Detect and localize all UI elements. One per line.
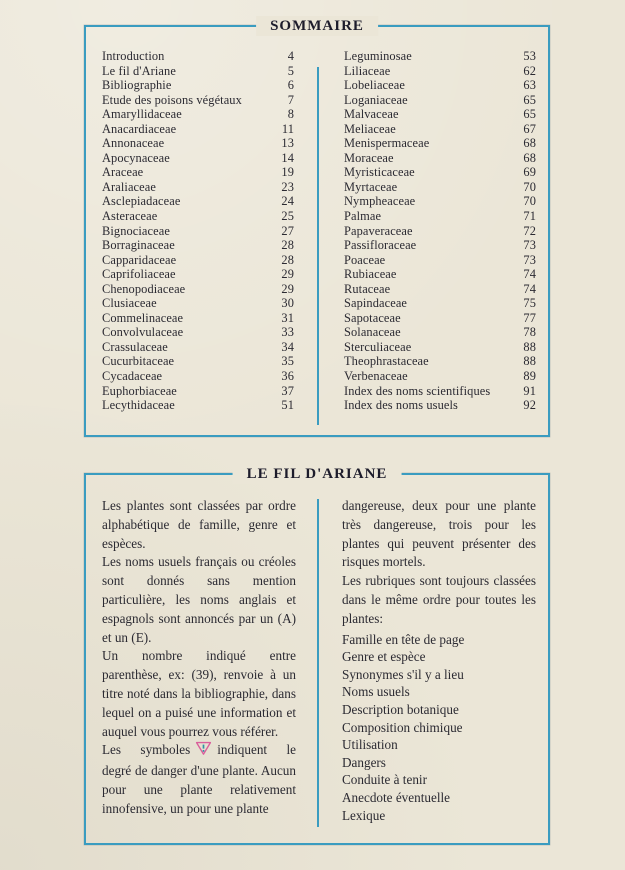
toc-entry-label: Etude des poisons végétaux — [102, 92, 242, 107]
toc-entry-label: Moraceae — [344, 150, 394, 165]
toc-entry-page: 33 — [281, 325, 294, 340]
toc-entry — [344, 340, 536, 355]
toc-entry-label: Verbenaceae — [344, 369, 408, 384]
toc-entry-label: Bignociaceae — [102, 223, 170, 238]
toc-entry-page: 71 — [523, 209, 536, 224]
toc-entry-label: Menispermaceae — [344, 136, 430, 151]
toc-entry-page: 36 — [281, 369, 294, 384]
toc-entry-label: Lecythidaceae — [102, 398, 175, 413]
toc-entry — [102, 238, 294, 253]
rubrique-item: Conduite à tenir — [342, 772, 427, 788]
toc-entry-page: 74 — [523, 281, 536, 296]
toc-entry — [344, 122, 536, 137]
toc-entry-page: 4 — [287, 49, 294, 63]
toc-entry — [102, 340, 294, 355]
toc-entry-label: Cucurbitaceae — [102, 354, 175, 369]
rubrique-item: Composition chimique — [342, 719, 463, 735]
paragraph-classement: Les plantes sont classées par ordre alphabétique de famille, genre et espèces. — [102, 498, 296, 551]
toc-entry-page: 53 — [523, 49, 536, 63]
toc-entry-page: 65 — [523, 107, 536, 122]
toc-entry-page: 73 — [523, 252, 536, 267]
paragraph-symboles — [102, 741, 296, 818]
fil-ariane-left-column — [102, 497, 318, 843]
toc-entry-label: Palmae — [344, 209, 382, 224]
toc-entry-page: 89 — [523, 369, 536, 384]
toc-entry-page: 75 — [523, 296, 536, 311]
toc-entry-label: Capparidaceae — [102, 252, 177, 267]
toc-entry-page: 19 — [281, 165, 294, 180]
toc-entry — [102, 209, 294, 224]
toc-entry — [102, 296, 294, 311]
toc-entry-page: 63 — [523, 78, 536, 93]
toc-entry-label: Theophrastaceae — [344, 354, 429, 369]
toc-entry-page: 24 — [281, 194, 294, 209]
toc-entry — [344, 354, 536, 369]
toc-entry-page: 92 — [523, 398, 536, 413]
rubrique-item: Description botanique — [342, 701, 459, 717]
rubrique-item: Famille en tête de page — [342, 631, 465, 647]
toc-entry-label: Convolvulaceae — [102, 325, 184, 340]
toc-entry-label: Loganiaceae — [344, 92, 408, 107]
toc-entry-label: Apocynaceae — [102, 150, 170, 165]
toc-entry — [344, 78, 536, 93]
toc-entry-page: 72 — [523, 223, 536, 238]
toc-entry — [102, 107, 294, 122]
toc-entry — [344, 165, 536, 180]
toc-entry — [102, 398, 294, 413]
toc-entry — [344, 209, 536, 224]
toc-entry-label: Asclepiadaceae — [102, 194, 181, 209]
fil-ariane-right-column — [318, 497, 538, 843]
toc-entry-page: 78 — [523, 325, 536, 340]
toc-entry-label: Clusiaceae — [102, 296, 157, 311]
paragraph-rubriques-intro: Les rubriques sont toujours classées dans le même ordre pour toutes les plantes: — [342, 573, 536, 626]
toc-entry — [102, 325, 294, 340]
column-divider — [317, 67, 319, 425]
toc-entry-label: Nympheaceae — [344, 194, 416, 209]
toc-entry-page: 62 — [523, 63, 536, 78]
toc-entry — [344, 136, 536, 151]
toc-entry-label: Sapindaceae — [344, 296, 408, 311]
toc-entry — [102, 194, 294, 209]
toc-entry-page: 67 — [523, 121, 536, 136]
column-divider — [317, 499, 319, 827]
toc-entry — [344, 253, 536, 268]
toc-entry-label: Crassulaceae — [102, 339, 168, 354]
toc-entry — [344, 49, 536, 64]
toc-entry-label: Liliaceae — [344, 63, 391, 78]
toc-entry-label: Euphorbiaceae — [102, 383, 177, 398]
toc-entry-label: Meliaceae — [344, 121, 396, 136]
toc-entry — [102, 384, 294, 399]
paragraph-bibliographie: Un nombre indiqué entre parenthèse, ex: (39), renvoie à un titre noté dans la bibliographie, dans lequel on a puisé une information et auquel vous pourrez vous référer. — [102, 648, 296, 739]
toc-entry — [344, 369, 536, 384]
symboles-text-before: Les symboles — [102, 742, 191, 758]
toc-entry — [102, 253, 294, 268]
toc-entry-page: 27 — [281, 223, 294, 238]
toc-entry-label: Cycadaceae — [102, 369, 163, 384]
toc-entry-page: 28 — [281, 238, 294, 253]
toc-entry-page: 5 — [287, 63, 294, 78]
toc-entry — [102, 180, 294, 195]
toc-entry-page: 7 — [287, 92, 294, 107]
toc-entry-label: Caprifoliaceae — [102, 267, 176, 282]
toc-entry-label: Sterculiaceae — [344, 339, 412, 354]
toc-entry — [102, 354, 294, 369]
toc-entry — [344, 398, 536, 413]
toc-entry-page: 74 — [523, 267, 536, 282]
toc-entry-label: Commelinaceae — [102, 310, 184, 325]
toc-entry-label: Anacardiaceae — [102, 121, 177, 136]
toc-entry-label: Papaveraceae — [344, 223, 413, 238]
toc-entry — [344, 311, 536, 326]
rubrique-item: Utilisation — [342, 737, 398, 753]
toc-entry — [102, 78, 294, 93]
paragraph-noms-usuels: Les noms usuels français ou créoles sont donnés sans mention particulière, les noms anglais et espagnols sont annoncés par un (A) et un (E). — [102, 554, 296, 645]
toc-entry-page: 88 — [523, 339, 536, 354]
toc-entry-label: Annonaceae — [102, 136, 165, 151]
sommaire-title: SOMMAIRE — [256, 16, 378, 36]
toc-entry-page: 68 — [523, 136, 536, 151]
toc-entry-page: 69 — [523, 165, 536, 180]
toc-entry-page: 30 — [281, 296, 294, 311]
toc-entry — [102, 136, 294, 151]
toc-entry-page: 88 — [523, 354, 536, 369]
toc-entry-page: 37 — [281, 383, 294, 398]
fil-ariane-title: LE FIL D'ARIANE — [233, 464, 402, 484]
toc-entry — [344, 107, 536, 122]
toc-entry — [344, 384, 536, 399]
rubrique-item: Anecdote éventuelle — [342, 789, 451, 805]
toc-entry-page: 65 — [523, 92, 536, 107]
toc-entry-page: 28 — [281, 252, 294, 267]
toc-entry-label: Lobeliaceae — [344, 78, 405, 93]
sommaire-panel — [84, 18, 550, 437]
symboles-text-after: indiquent le degré de danger d'une plante. Aucun pour une plante relativement innofensive, un pour une plante — [102, 742, 296, 816]
toc-entry-page: 29 — [281, 267, 294, 282]
toc-entry-label: Poaceae — [344, 252, 386, 267]
toc-entry-page: 31 — [281, 310, 294, 325]
toc-entry-page: 23 — [281, 179, 294, 194]
toc-entry — [344, 224, 536, 239]
toc-entry-page: 13 — [281, 136, 294, 151]
toc-entry-page: 25 — [281, 209, 294, 224]
paragraph-dangerosite: dangereuse, deux pour une plante très dangereuse, trois pour les plantes qui peuvent présenter des risques mortels. — [342, 498, 536, 570]
toc-entry-label: Chenopodiaceae — [102, 281, 186, 296]
rubrique-item: Genre et espèce — [342, 649, 426, 665]
toc-entry — [102, 282, 294, 297]
rubriques-list — [342, 631, 536, 825]
toc-entry — [344, 64, 536, 79]
danger-warning-icon — [195, 741, 212, 762]
toc-entry-label: Amaryllidaceae — [102, 107, 182, 122]
toc-entry-label: Rutaceae — [344, 281, 391, 296]
rubrique-item: Synonymes s'il y a lieu — [342, 666, 464, 682]
toc-entry — [102, 151, 294, 166]
toc-entry-page: 70 — [523, 194, 536, 209]
rubrique-item: Noms usuels — [342, 684, 410, 700]
toc-entry — [102, 165, 294, 180]
toc-entry-page: 68 — [523, 150, 536, 165]
toc-entry-label: Introduction — [102, 49, 165, 63]
toc-entry-page: 34 — [281, 339, 294, 354]
toc-entry-label: Araliaceae — [102, 179, 156, 194]
toc-entry-label: Asteraceae — [102, 209, 158, 224]
toc-entry-page: 77 — [523, 310, 536, 325]
toc-entry-page: 14 — [281, 150, 294, 165]
toc-entry — [344, 151, 536, 166]
toc-entry-label: Myristicaceae — [344, 165, 415, 180]
toc-entry-label: Myrtaceae — [344, 179, 398, 194]
sommaire-left-column — [102, 49, 318, 435]
toc-entry — [102, 64, 294, 79]
toc-entry — [102, 122, 294, 137]
rubrique-item: Dangers — [342, 754, 386, 770]
toc-entry-label: Rubiaceae — [344, 267, 397, 282]
toc-entry — [344, 325, 536, 340]
toc-entry-label: Araceae — [102, 165, 144, 180]
toc-entry-page: 70 — [523, 179, 536, 194]
toc-entry — [102, 93, 294, 108]
toc-entry — [102, 224, 294, 239]
rubrique-item: Lexique — [342, 807, 386, 823]
toc-entry — [344, 180, 536, 195]
toc-entry — [344, 296, 536, 311]
toc-entry — [344, 238, 536, 253]
toc-entry-page: 11 — [281, 121, 294, 136]
toc-entry-page: 29 — [281, 281, 294, 296]
toc-entry-label: Passifloraceae — [344, 238, 417, 253]
toc-entry-label: Borraginaceae — [102, 238, 175, 253]
fil-ariane-panel — [84, 466, 550, 845]
toc-entry-page: 6 — [287, 78, 294, 93]
sommaire-right-column — [318, 49, 538, 435]
toc-entry — [344, 267, 536, 282]
toc-entry-label: Index des noms usuels — [344, 398, 458, 413]
toc-entry — [102, 369, 294, 384]
toc-entry — [344, 93, 536, 108]
toc-entry-label: Le fil d'Ariane — [102, 63, 176, 78]
toc-entry-page: 35 — [281, 354, 294, 369]
toc-entry — [344, 194, 536, 209]
toc-entry-page: 73 — [523, 238, 536, 253]
toc-entry — [102, 49, 294, 64]
toc-entry-label: Solanaceae — [344, 325, 401, 340]
toc-entry — [102, 311, 294, 326]
toc-entry-label: Index des noms scientifiques — [344, 383, 491, 398]
toc-entry-label: Leguminosae — [344, 49, 412, 63]
toc-entry-label: Malvaceae — [344, 107, 399, 122]
toc-entry — [102, 267, 294, 282]
toc-entry-label: Bibliographie — [102, 78, 172, 93]
toc-entry-label: Sapotaceae — [344, 310, 401, 325]
toc-entry-page: 8 — [287, 107, 294, 122]
toc-entry — [344, 282, 536, 297]
toc-entry-page: 51 — [281, 398, 294, 413]
toc-entry-page: 91 — [523, 383, 536, 398]
